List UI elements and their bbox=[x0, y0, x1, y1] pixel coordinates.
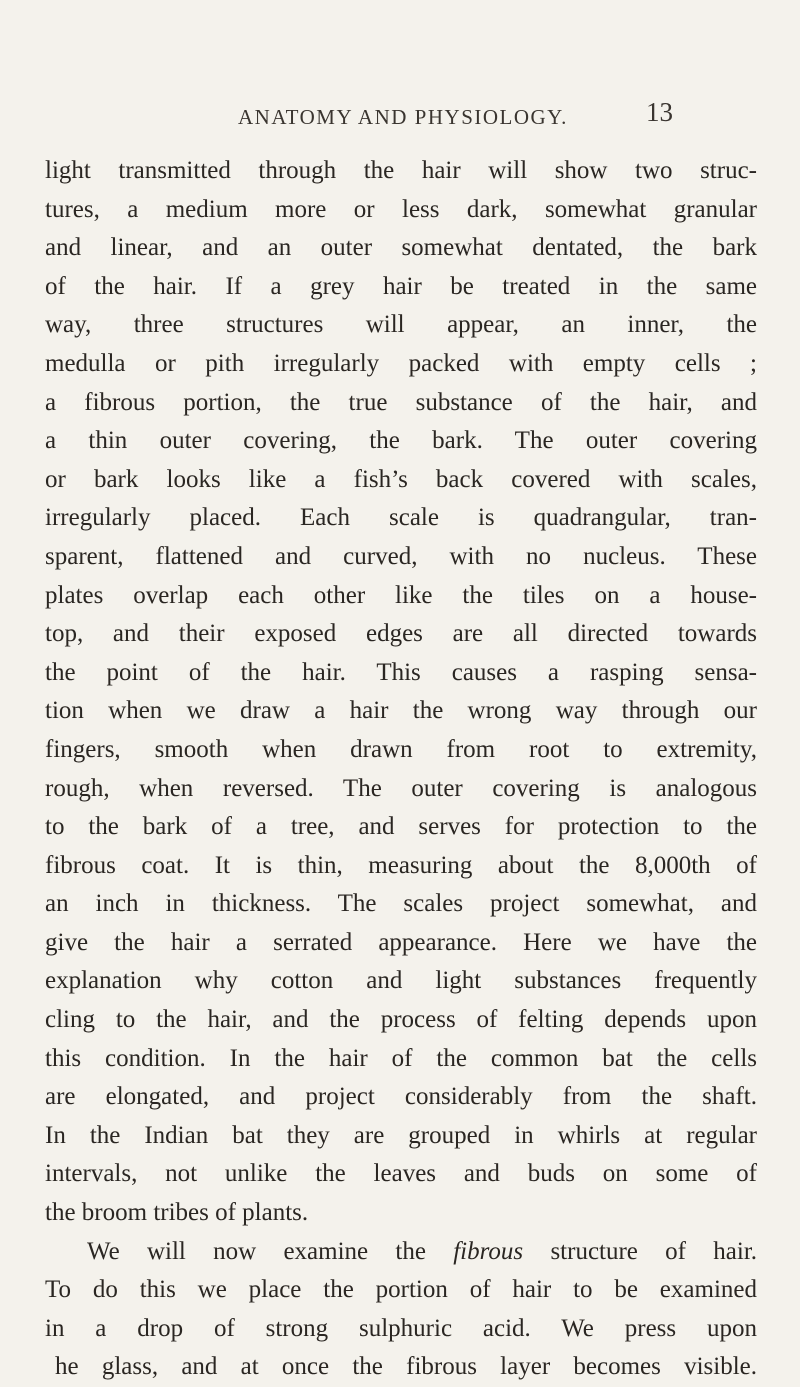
text-line: fingers, smooth when drawn from root to extremity, bbox=[45, 735, 757, 763]
text-line: irregularly placed. Each scale is quadrangular, tran- bbox=[45, 504, 757, 532]
text-line: medulla or pith irregularly packed with empty cells ; bbox=[45, 349, 757, 377]
text-line: and linear, and an outer somewhat dentated, the bark bbox=[45, 234, 757, 262]
text-line: he glass, and at once the fibrous layer becomes visible. bbox=[55, 1353, 757, 1381]
text-line: the point of the hair. This causes a rasping sensa- bbox=[45, 658, 757, 686]
text-line: way, three structures will appear, an inner, the bbox=[45, 311, 757, 339]
text-line: light transmitted through the hair will show two struc- bbox=[45, 157, 757, 184]
text-run: We will now examine the bbox=[87, 1237, 426, 1265]
text-line: a thin outer covering, the bark. The outer covering bbox=[45, 427, 757, 455]
text-line: or bark looks like a fish’s back covered with scales, bbox=[45, 465, 757, 493]
running-head bbox=[0, 97, 800, 137]
text-line: explanation why cotton and light substances frequently bbox=[45, 967, 757, 995]
text-line: top, and their exposed edges are all directed towards bbox=[45, 620, 757, 648]
text-line: In the Indian bat they are grouped in whirls at regular bbox=[45, 1121, 757, 1149]
running-title: ANATOMY AND PHYSIOLOGY. bbox=[238, 105, 568, 129]
text-line: an inch in thickness. The scales project somewhat, and bbox=[45, 890, 757, 918]
paragraph-end-line: the broom tribes of plants. bbox=[45, 1199, 309, 1227]
text-line: sparent, flattened and curved, with no nucleus. These bbox=[45, 542, 757, 570]
text-line: cling to the hair, and the process of felting depends upon bbox=[45, 1006, 757, 1034]
text-line: to the bark of a tree, and serves for protection to the bbox=[45, 813, 757, 841]
italic-term: fibrous bbox=[453, 1237, 524, 1265]
text-line: plates overlap each other like the tiles on a house- bbox=[45, 581, 757, 609]
text-line: are elongated, and project considerably from the shaft. bbox=[45, 1083, 757, 1111]
text-line: in a drop of strong sulphuric acid. We press upon bbox=[45, 1314, 757, 1342]
text-run: structure of hair. bbox=[550, 1237, 758, 1265]
text-line: To do this we place the portion of hair to be examined bbox=[45, 1276, 757, 1304]
text-line: intervals, not unlike the leaves and buds on some of bbox=[45, 1160, 757, 1188]
text-line: a fibrous portion, the true substance of the hair, and bbox=[45, 388, 757, 416]
body-text bbox=[45, 152, 757, 1387]
text-line: of the hair. If a grey hair be treated in the same bbox=[45, 272, 757, 300]
text-line: rough, when reversed. The outer covering is analogous bbox=[45, 774, 757, 802]
page-number: 13 bbox=[646, 97, 673, 127]
text-line: this condition. In the hair of the common bat the cells bbox=[45, 1044, 757, 1072]
text-line: fibrous coat. It is thin, measuring about the 8,000th of bbox=[45, 851, 757, 879]
text-line: give the hair a serrated appearance. Here we have the bbox=[45, 928, 757, 956]
paragraph-start-line bbox=[45, 1233, 757, 1272]
text-line: tion when we draw a hair the wrong way through our bbox=[45, 697, 757, 725]
text-line: tures, a medium more or less dark, somewhat granular bbox=[45, 195, 757, 223]
